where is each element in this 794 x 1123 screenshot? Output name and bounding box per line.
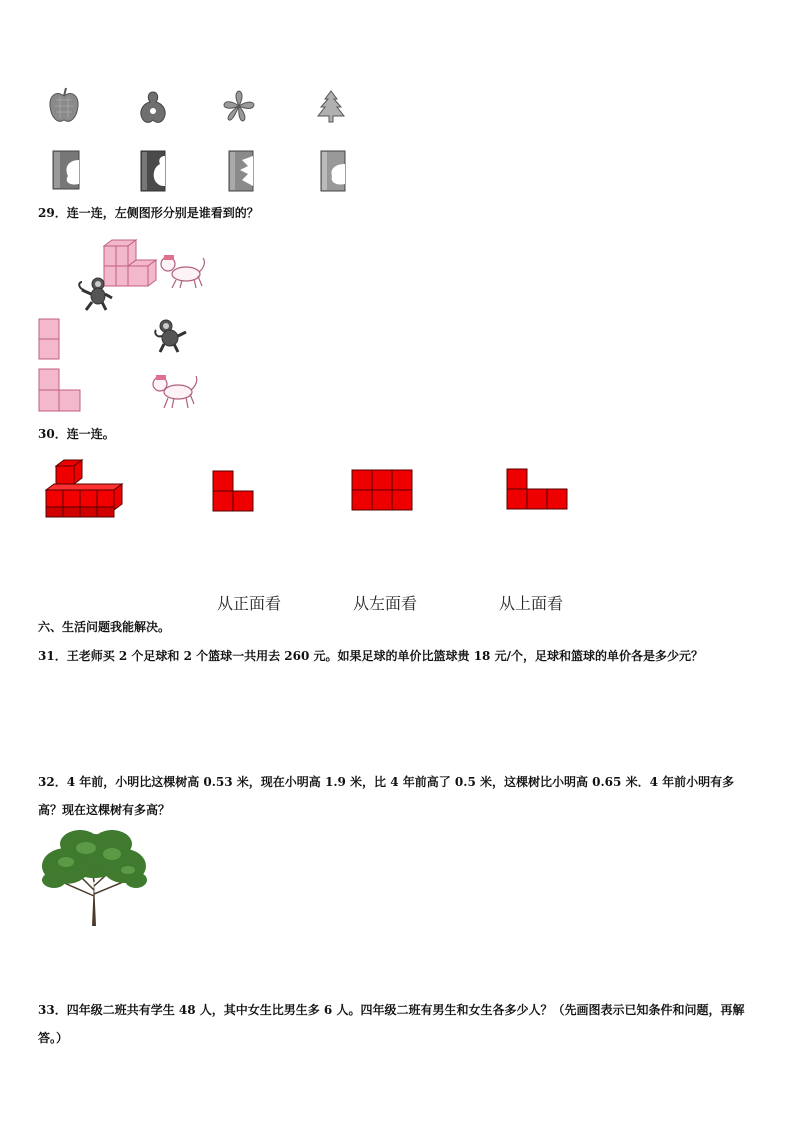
monkey-icon-right — [152, 318, 188, 354]
folded-paper-gourd — [140, 150, 166, 192]
cutout-pine-tree — [316, 90, 346, 124]
folded-paper-flower — [228, 150, 254, 192]
apple-icon — [50, 94, 78, 122]
monkey-icon — [76, 276, 116, 314]
question-32: 32．4 年前，小明比这棵树高 0.53 米，现在小明高 1.9 米，比 4 年前高了 0.5 米，这棵树比小明高 0.65 米．4 年前小明有多高？现在这棵树有多高？ — [38, 775, 735, 817]
cutout-gourd — [138, 90, 168, 126]
question-30: 30．连一连。 — [38, 427, 115, 441]
red-3d-block — [44, 458, 128, 520]
label-top-view: 从上面看 — [499, 594, 564, 613]
folded-paper-apple — [52, 150, 80, 190]
question-31: 31．王老师买 2 个足球和 2 个篮球一共用去 260 元。如果足球的单价比篮球贵 18 元/个，足球和篮球的单价各是多少元？ — [38, 649, 703, 663]
cutout-flower — [222, 90, 256, 122]
red-view-l-long — [506, 468, 570, 512]
dog-icon — [156, 252, 208, 290]
red-view-grid — [351, 469, 413, 513]
label-front-view: 从正面看 — [217, 594, 282, 613]
gourd-icon — [141, 92, 165, 122]
dog-icon-bottom — [150, 372, 202, 410]
pink-view-l-shape — [38, 368, 82, 412]
red-view-l-small — [212, 470, 256, 514]
folded-paper-tree — [320, 150, 346, 192]
pine-tree-icon — [318, 91, 344, 122]
flower-icon — [224, 91, 254, 121]
question-33: 33．四年级二班共有学生 48 人，其中女生比男生多 6 人。四年级二班有男生和女生各多少人？（先画图表示已知条件和问题，再解答。） — [38, 1003, 745, 1045]
pink-view-vertical — [38, 318, 60, 360]
section-6-title: 六、生活问题我能解决。 — [38, 620, 171, 634]
label-left-view: 从左面看 — [353, 594, 418, 613]
question-29: 29．连一连，左侧图形分别是谁看到的？ — [38, 206, 259, 220]
cutout-apple — [48, 86, 80, 126]
tree-icon — [40, 826, 148, 928]
